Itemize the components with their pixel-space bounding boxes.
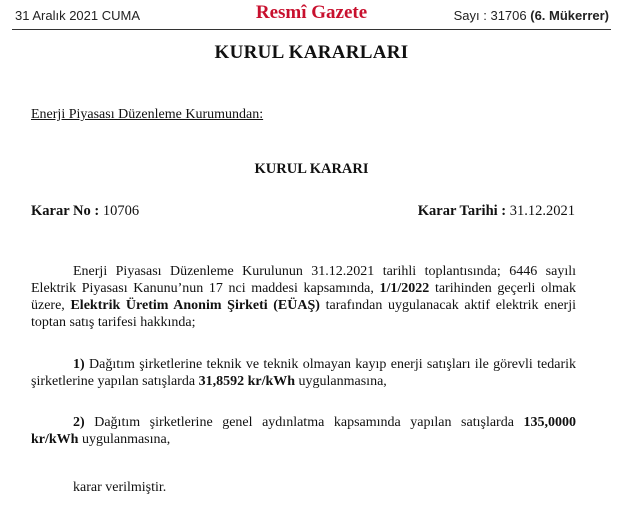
closing-line: karar verilmiştir. [73,480,167,495]
intro-company-name: Elektrik Üretim Anonim Şirketi (EÜAŞ) [70,298,320,313]
issue-number [454,8,609,23]
header-divider [12,29,611,30]
item-1-number: 1) [73,357,85,372]
item-1-text-2: uygulanmasına, [298,374,387,389]
issue-prefix: Sayı : 31706 [453,8,527,23]
decision-title: KURUL KARARI [254,161,369,177]
publication-date: 31 Aralık 2021 CUMA [15,8,141,23]
decision-number-value: 10706 [102,203,140,219]
institution-name: Enerji Piyasası Düzenleme Kurumundan: [31,107,264,122]
item-2-rate: 135,0000 kr/kWh [31,415,576,447]
section-title: KURUL KARARLARI [214,42,409,63]
decision-date-value: 31.12.2021 [509,203,575,219]
intro-text-2: tarihinden geçerli olmak üzere, [31,281,577,313]
item-2-paragraph [31,414,576,448]
intro-text-1: Enerji Piyasası Düzenleme Kurulunun 31.12.2021 tarihli toplantısında; 6446 sayılı Elektrik Piyasası Kanunu’nun 17 nci maddesi kapsamında, [31,264,576,296]
issue-suffix: (6. Mükerrer) [530,8,609,23]
item-2-number: 2) [73,415,85,430]
gazette-header [0,0,623,30]
intro-text-3: tarafından uygulanacak aktif elektrik enerji toptan satış tarifesi hakkında; [31,298,577,330]
item-2-text-2: uygulanmasına, [81,432,171,447]
decision-number [31,203,139,220]
decision-date [418,203,575,220]
intro-effective-date: 1/1/2022 [379,281,430,296]
gazette-title: Resmî Gazete [255,2,368,23]
decision-number-label: Karar No : [31,203,100,219]
decision-date-label: Karar Tarihi : [417,203,507,219]
item-1-rate: 31,8592 kr/kWh [198,374,296,389]
item-1-paragraph [31,356,576,390]
item-2-text-1: Dağıtım şirketlerine genel aydınlatma kapsamında yapılan satışlarda [94,415,514,430]
intro-paragraph [31,263,576,331]
item-1-text-1: Dağıtım şirketlerine teknik ve teknik olmayan kayıp enerji satışları ile görevli tedarik şirketlerine yapılan satışlarda [31,357,576,389]
